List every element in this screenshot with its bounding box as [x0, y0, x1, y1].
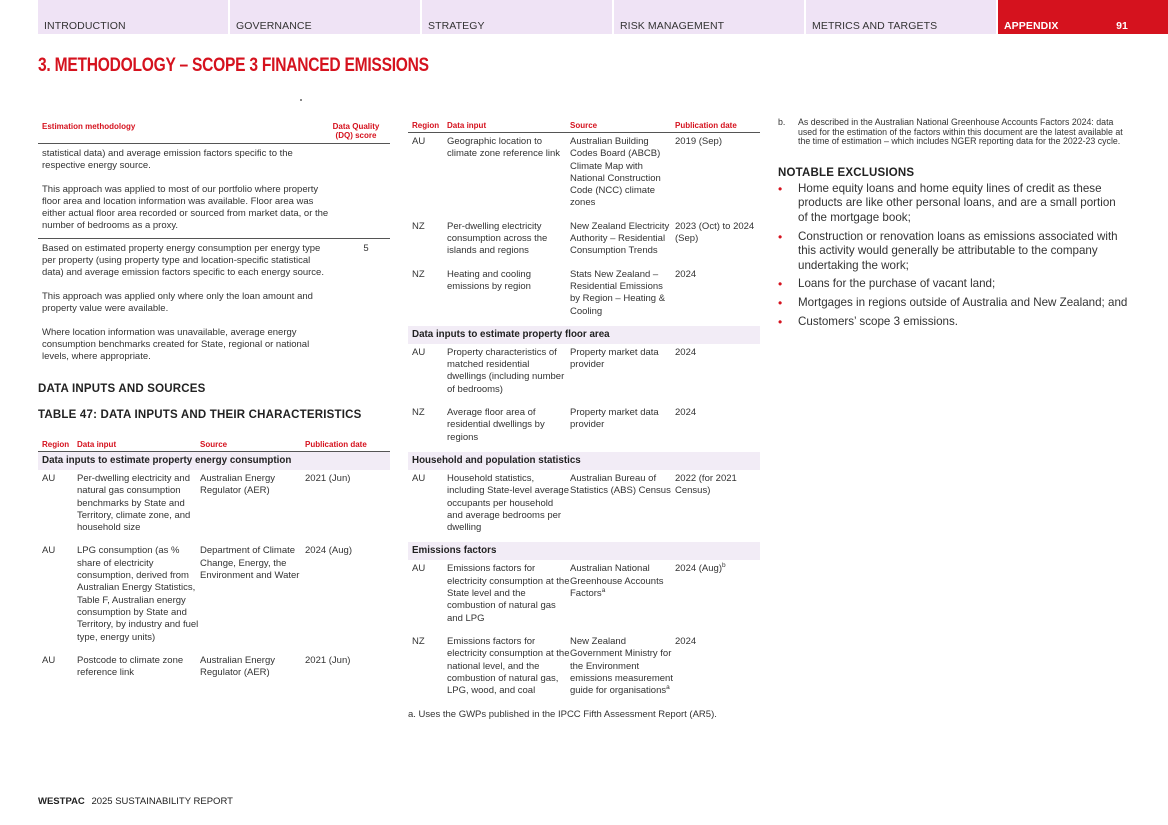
estimation-row-text: Where location information was unavailable, average energy consumption benchmarks created for State, regional or national levels, where appropriate.: [42, 327, 310, 362]
table-row: [408, 133, 760, 218]
col-region: Region: [412, 121, 440, 130]
cell-source: Property market data provider: [570, 407, 659, 431]
table-group-header: Emissions factors: [408, 542, 760, 560]
nav-tab-appendix[interactable]: [998, 0, 1168, 34]
table-row: [408, 633, 760, 705]
bullet-icon: •: [778, 229, 783, 244]
left-column: [38, 118, 390, 687]
nav-tab-metrics-and-targets[interactable]: METRICS AND TARGETS: [806, 0, 996, 34]
col-data-input: Data input: [447, 121, 487, 130]
cell-source: New Zealand Electricity Authority – Residential Consumption Trends: [570, 220, 670, 257]
footer-brand: WESTPAC: [38, 796, 85, 807]
footnote-b-label: b.: [778, 117, 786, 127]
table47-header: [38, 437, 390, 452]
table47-heading: TABLE 47: DATA INPUTS AND THEIR CHARACTERISTICS: [38, 409, 362, 421]
footnote-marker: a: [601, 586, 606, 594]
table-row: [38, 652, 390, 688]
cell-date: 2019 (Sep): [675, 136, 723, 147]
cell-region: NZ: [412, 268, 425, 280]
cell-source: [570, 636, 675, 697]
cell-region: AU: [42, 473, 56, 484]
table-row: [38, 470, 390, 542]
col-source: Source: [570, 121, 598, 130]
table-row: [408, 470, 760, 542]
cell-date: 2021 (Jun): [305, 654, 351, 666]
right-column: [778, 118, 1128, 333]
list-item: [778, 182, 1128, 226]
cell-input: LPG consumption (as % share of electricity consumption, derived from Australian Energy Statistics, Table F, Australian energy consumption by State and Territory, by industry and fuel type, energy units): [77, 545, 199, 643]
list-item-text: Home equity loans and home equity lines of credit as these products are like other personal loans, and are a small portion of the mortgage book;: [798, 181, 1116, 224]
list-item: [778, 277, 1128, 292]
cell-region: AU: [42, 545, 56, 557]
cell-region: NZ: [412, 635, 425, 647]
table-row: [38, 542, 390, 651]
footnote-a: a. Uses the GWPs published in the IPCC Fifth Assessment Report (AR5).: [408, 709, 717, 721]
cell-source: Australian Bureau of Statistics (ABS) Census: [570, 472, 671, 497]
cell-source: Stats New Zealand – Residential Emissions by Region – Heating & Cooling: [570, 268, 666, 317]
cell-source: Australian Energy Regulator (AER): [200, 473, 275, 497]
footnote-marker: a: [666, 683, 670, 691]
cell-source: Department of Climate Change, Energy, the Environment and Water: [200, 545, 300, 582]
col-publication-date: Publication date: [305, 440, 367, 449]
estimation-row: [38, 239, 390, 369]
cell-region: AU: [412, 136, 426, 147]
cell-input: Average floor area of residential dwellings by regions: [447, 407, 545, 443]
col-publication-date: Publication date: [675, 121, 737, 130]
estimation-row-text: Based on estimated property energy consumption per energy type per property (using property type and location-specific statistical data) and average emission factors specific to each energy source.: [42, 243, 324, 278]
list-item-text: Customers’ scope 3 emissions.: [798, 314, 959, 328]
exclusions-list: [778, 182, 1128, 329]
cell-date: 2021 (Jun): [305, 473, 351, 484]
table-row: [408, 218, 760, 266]
cell-date: 2022 (for 2021 Census): [675, 472, 737, 497]
list-item: [778, 296, 1128, 311]
cell-input: Postcode to climate zone reference link: [77, 654, 184, 679]
cell-date: 2024 (Aug): [305, 545, 353, 557]
cell-region: AU: [42, 654, 56, 666]
dq-score-value: 5: [363, 243, 369, 254]
cell-date: 2024: [675, 407, 697, 419]
cell-input: Property characteristics of matched residential dwellings (including number of bedrooms): [447, 346, 565, 395]
cell-date-text: 2024 (Aug): [675, 563, 723, 575]
cell-source: [570, 563, 675, 624]
list-item-text: Mortgages in regions outside of Australia and New Zealand; and: [798, 295, 1128, 309]
cell-input: Emissions factors for electricity consumption at the national level, and the combustion of natural gas, LPG, wood, and coal: [447, 635, 570, 697]
cell-source-text: New Zealand Government Ministry for the Environment emissions measurement guide for organisations: [570, 635, 673, 697]
page-title: 3. METHODOLOGY – SCOPE 3 FINANCED EMISSIONS: [38, 55, 429, 76]
col-dq-score: Data Quality (DQ) score: [332, 122, 380, 140]
footer-text: 2025 SUSTAINABILITY REPORT: [91, 796, 233, 807]
cell-region: NZ: [412, 220, 425, 232]
cell-region: NZ: [412, 407, 425, 419]
estimation-row-text: statistical data) and average emission factors specific to the respective energy source.: [42, 148, 293, 171]
footnote-marker: b: [722, 562, 726, 570]
cell-region: AU: [412, 472, 426, 484]
data-inputs-heading: DATA INPUTS AND SOURCES: [38, 383, 206, 395]
estimation-row: [38, 144, 390, 239]
cell-source: Property market data provider: [570, 346, 659, 371]
table-group-header: Data inputs to estimate property energy consumption: [38, 452, 390, 470]
col-estimation-methodology: Estimation methodology: [42, 122, 136, 131]
nav-tab-introduction[interactable]: INTRODUCTION: [38, 0, 228, 34]
cell-region: AU: [412, 563, 426, 575]
notable-exclusions-heading: NOTABLE EXCLUSIONS: [778, 166, 915, 179]
footnote-b-text: As described in the Australian National Greenhouse Accounts Factors 2024: data used for the estimation of the factors within this document are the latest available at the time of estimation – which includes NGER reporting data for the 2022-23 cycle.: [798, 117, 1123, 147]
top-navigation: [38, 0, 1168, 34]
bullet-icon: •: [778, 295, 783, 310]
cell-input: Heating and cooling emissions by region: [447, 268, 531, 292]
middle-column: [408, 118, 760, 720]
footnote-b: [778, 118, 1128, 147]
table-row: [408, 344, 760, 404]
cell-source-text: Australian National Greenhouse Accounts Factors: [570, 563, 664, 600]
table-group-header: Household and population statistics: [408, 452, 760, 470]
bullet-icon: •: [778, 181, 783, 196]
estimation-table-header: [38, 118, 390, 144]
table-row: [408, 404, 760, 452]
col-source: Source: [200, 440, 228, 449]
cell-input: Emissions factors for electricity consumption at the State level and the combustion of natural gas and LPG: [447, 563, 570, 624]
table47-header-continued: [408, 118, 760, 133]
table-row: [408, 266, 760, 326]
list-item: [778, 315, 1128, 330]
cell-date: 2024: [675, 268, 697, 280]
cell-input: Per-dwelling electricity and natural gas consumption benchmarks by State and Territory, climate zone, and household size: [77, 473, 191, 534]
nav-tab-strategy[interactable]: STRATEGY: [422, 0, 612, 34]
nav-tab-governance[interactable]: GOVERNANCE: [230, 0, 420, 34]
cell-date: 2024: [675, 346, 697, 358]
col-region: Region: [42, 440, 70, 449]
cell-input: Household statistics, including State-level average occupants per household and average bedrooms per dwelling: [447, 472, 569, 534]
page-number: 91: [1116, 20, 1128, 32]
list-item: [778, 230, 1128, 274]
estimation-row-text: This approach was applied to most of our portfolio where property floor area and location information was available. Floor area was either actual floor area recorded or sourced from market data, or the number of bedrooms as a proxy.: [42, 184, 329, 231]
cell-input: Per-dwelling electricity consumption across the islands and regions: [447, 220, 548, 257]
estimation-row-text: This approach was applied only where only the loan amount and property value were available.: [42, 291, 313, 314]
table-row: [408, 560, 760, 632]
col-data-input: Data input: [77, 440, 117, 449]
bullet-icon: •: [778, 314, 783, 329]
bullet-icon: •: [778, 277, 783, 292]
nav-tab-risk-management[interactable]: RISK MANAGEMENT: [614, 0, 804, 34]
list-item-text: Loans for the purchase of vacant land;: [798, 277, 996, 291]
cell-date: [675, 563, 760, 624]
cell-source: Australian Energy Regulator (AER): [200, 654, 275, 679]
list-item-text: Construction or renovation loans as emissions associated with this activity would generally be attributable to the company undertaking the work;: [798, 229, 1118, 272]
table-group-header: Data inputs to estimate property floor area: [408, 326, 760, 344]
cell-source: Australian Building Codes Board (ABCB) Climate Map with National Construction Code (NCC) climate zones: [570, 136, 661, 209]
stray-dot: [300, 99, 302, 101]
page-footer: [38, 796, 233, 807]
nav-tab-appendix-label: APPENDIX: [1004, 20, 1059, 32]
cell-date: 2023 (Oct) to 2024 (Sep): [675, 220, 755, 245]
cell-region: AU: [412, 346, 426, 358]
cell-date: 2024: [675, 635, 697, 647]
cell-input: Geographic location to climate zone reference link: [447, 136, 560, 160]
